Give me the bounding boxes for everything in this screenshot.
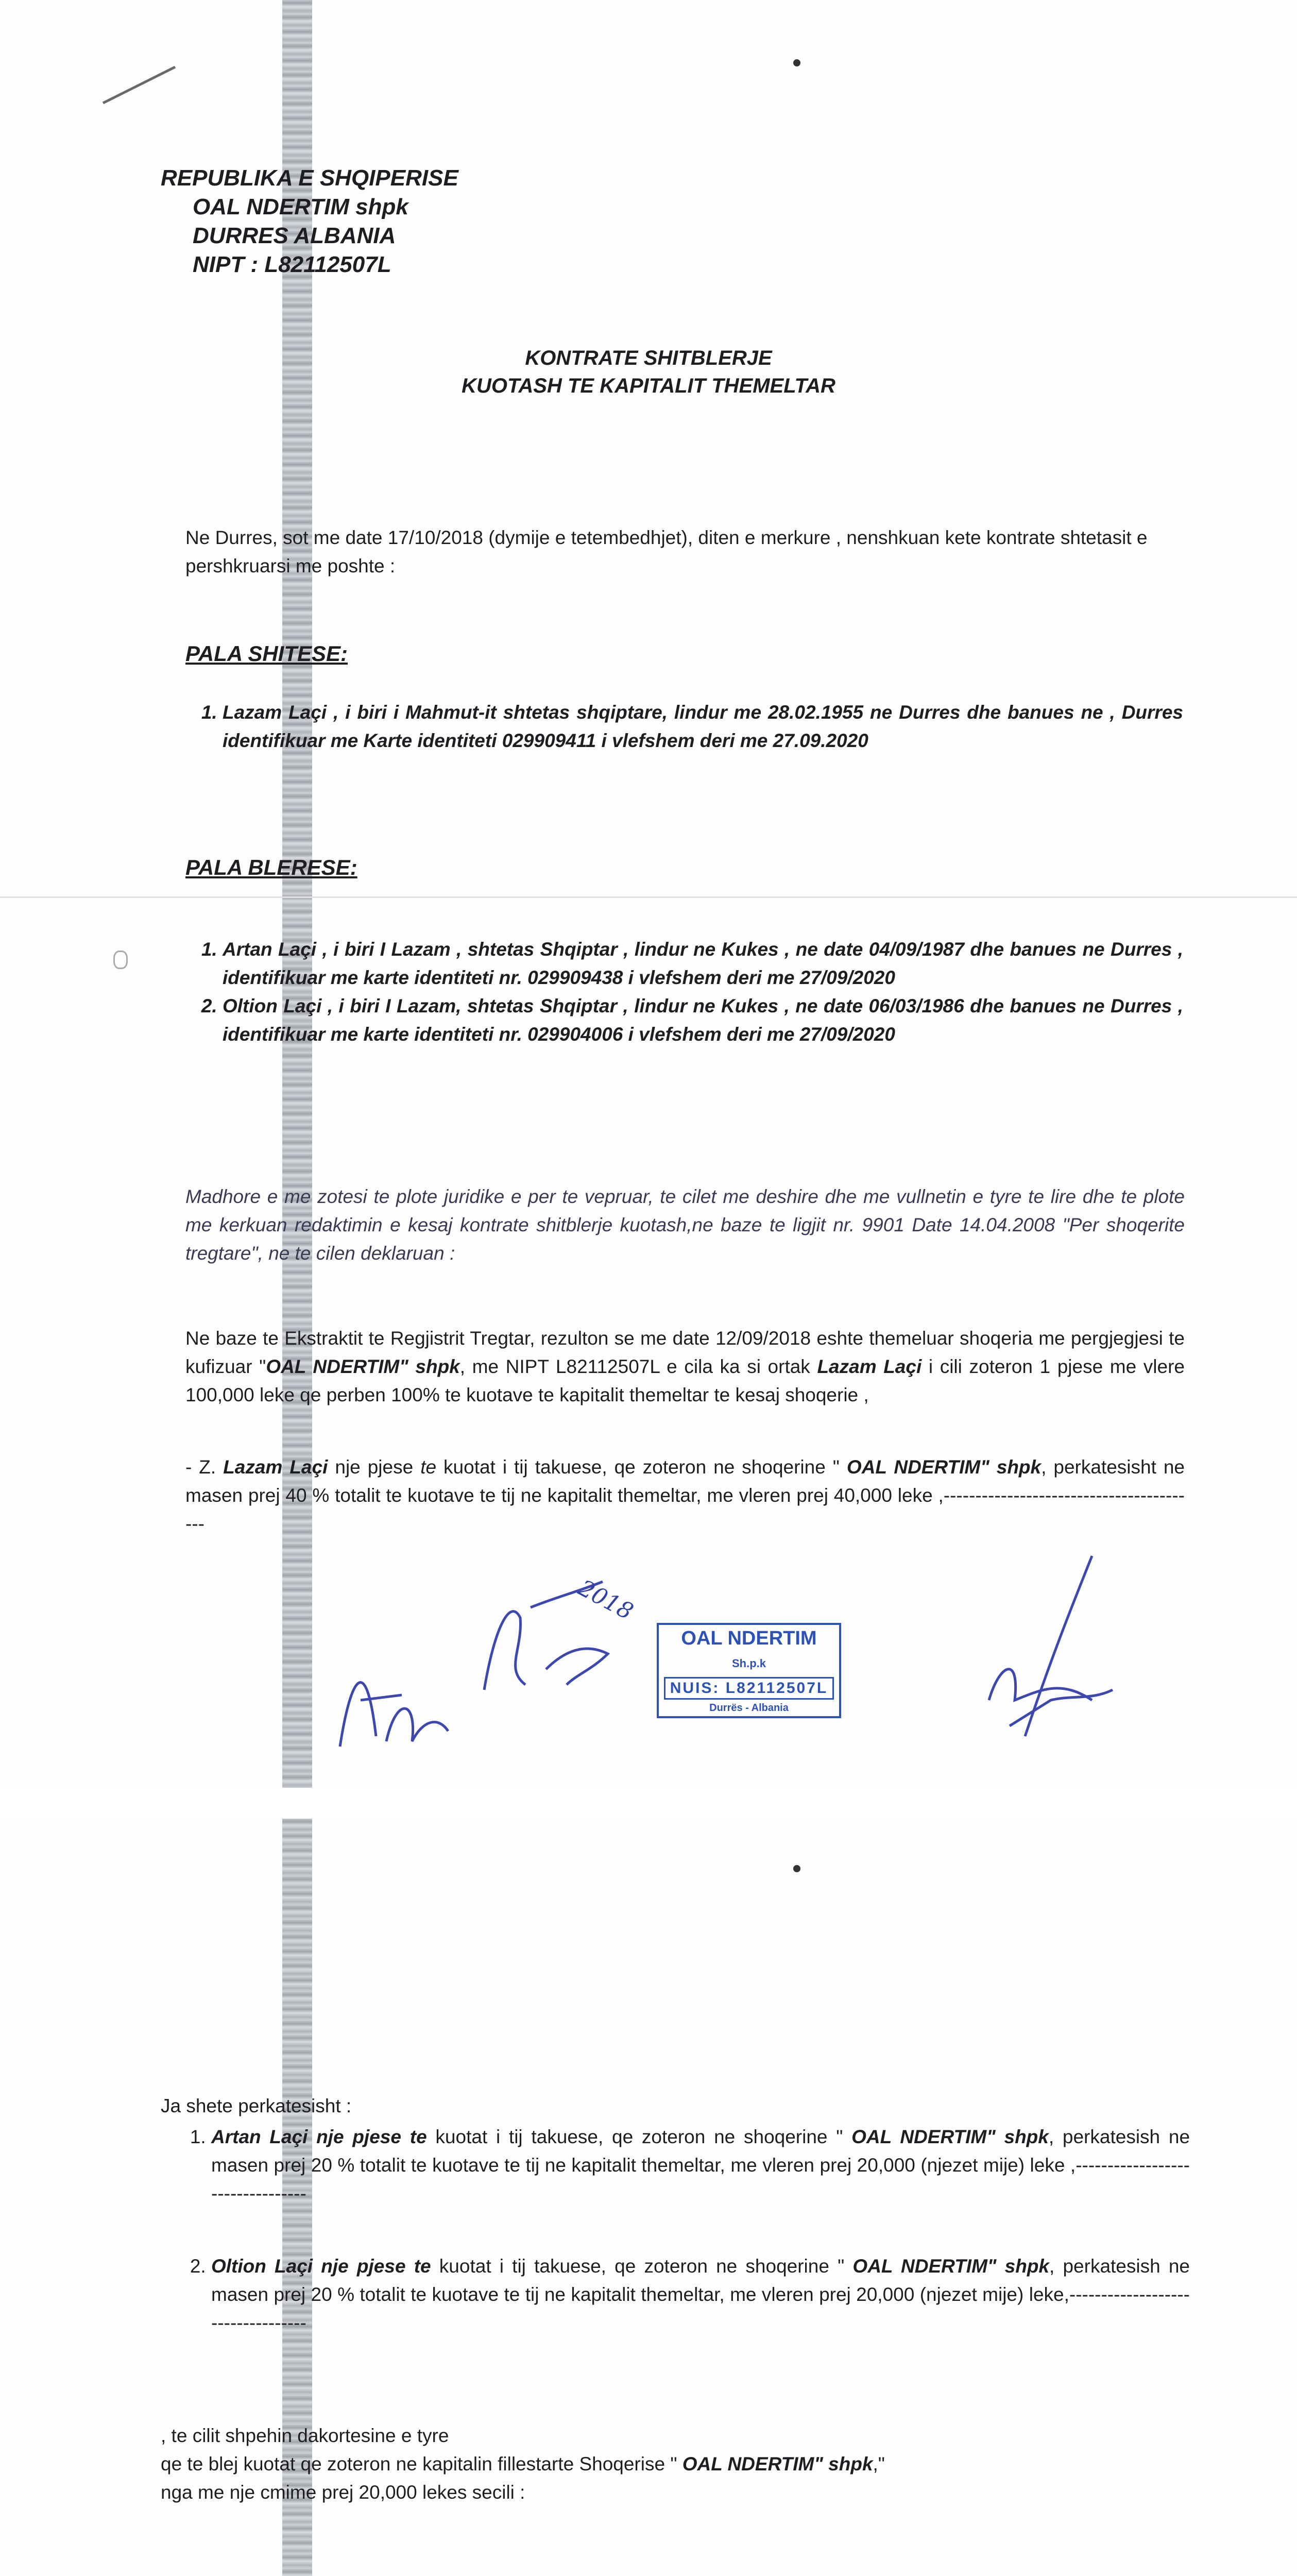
transfer-paragraph: [185, 1453, 1185, 1538]
contract-title: [0, 344, 1297, 400]
transfer-te: te: [420, 1456, 437, 1478]
title-line-2: KUOTASH TE KAPITALIT THEMELTAR: [462, 375, 835, 397]
consent-line-2: [161, 2450, 1186, 2478]
sale-2-company: OAL NDERTIM" shpk: [852, 2256, 1049, 2277]
sale-2-text-2: , perkatesish ne masen prej 20 % totalit te kuotave te tij ne kapitalit themeltar, me vleren prej 20,000 (njezet mije) leke,----------------------------------: [211, 2256, 1190, 2333]
consent-company: OAL NDERTIM" shpk: [682, 2453, 873, 2475]
extract-part-1: Ne baze te Ekstraktit te Regjistrit Tregtar, rezulton se me date 12/09/2018 eshte themeluar shoqeria me pergjegjesi te kufizuar ": [185, 1328, 1185, 1377]
consent-line-1: , te cilit shpehin dakortesine e tyre: [161, 2425, 449, 2446]
pen-mark: [98, 62, 180, 108]
company-stamp: [657, 1623, 841, 1718]
extract-company: OAL NDERTIM" shpk: [266, 1356, 460, 1377]
document-header: [161, 164, 458, 279]
sale-1-company: OAL NDERTIM" shpk: [851, 2126, 1049, 2147]
sells-intro: Ja shete perkatesisht :: [161, 2095, 352, 2116]
intro-text: Ne Durres, sot me date 17/10/2018 (dymije e tetembedhjet), diten e merkure , nenshkuan kete kontrate shtetasit e pershkruarsi me poshte :: [185, 527, 1148, 577]
buyer-list: [192, 935, 1183, 1048]
transfer-tail: , perkatesisht ne masen prej 40 % totalit te kuotave te tij ne kapitalit themeltar, me vleren prej 40,000 leke ,-----------------------------------------: [185, 1456, 1185, 1534]
transfer-mid-1: nje pjese: [328, 1456, 421, 1478]
stamp-city: Durrës - Albania: [709, 1702, 789, 1714]
speck-mark: [113, 951, 128, 969]
capacity-text: Madhore e me zotesi te plote juridike e per te vepruar, te cilet me deshire dhe me vullnetin e tyre te lire dhe te plote me kerkuan redaktimin e kesaj kontrate shitblerje kuotash,ne baze te ligjit nr. 9901 Date 14.04.2008 "Per shoqerite tregtare", ne te cilen deklaruan :: [185, 1186, 1185, 1264]
capacity-paragraph: [185, 1182, 1185, 1267]
sale-1-text-2: , perkatesish ne masen prej 20 % totalit te kuotave te tij ne kapitalit themeltar, me vleren prej 20,000 (njezet mije) leke ,---------------------------------: [211, 2126, 1190, 2204]
sale-1-name: Artan Laçi: [211, 2126, 308, 2147]
transfer-prefix: - Z.: [185, 1456, 224, 1478]
stamp-name: OAL NDERTIM: [681, 1628, 817, 1649]
seller-list: [192, 698, 1183, 755]
speck-mark: [793, 59, 800, 66]
consent-line-2b: ,": [873, 2453, 885, 2475]
consent-line-2a: qe te blej kuotat qe zoteron ne kapitalin fillestarte Shoqerise ": [161, 2453, 682, 2475]
title-line-1: KONTRATE SHITBLERJE: [525, 347, 772, 369]
extract-owner: Lazam Laçi: [817, 1356, 922, 1377]
header-company: OAL NDERTIM shpk: [193, 194, 408, 219]
speck-mark: [793, 1865, 800, 1872]
signature-lazam: [958, 1546, 1128, 1752]
sale-item-2: [211, 2252, 1190, 2337]
consent-paragraph: [161, 2421, 1186, 2506]
fold-crease: [0, 896, 1297, 898]
sale-item-1: [211, 2123, 1190, 2208]
buyer-heading: PALA BLERESE:: [185, 855, 357, 879]
transfer-name: Lazam Laçi: [223, 1456, 328, 1478]
sale-1-text-1: kuotat i tij takuese, qe zoteron ne shoqerine ": [426, 2126, 852, 2147]
seller-item-1: 1. Lazam Laçi , i biri i Mahmut-it shtetas shqiptare, lindur me 28.02.1955 ne Durres dhe banues ne , Durres identifikuar me Karte identiteti 029909411 i vlefshem deri me 27.09.2020: [223, 698, 1183, 755]
sale-2-name: Oltion Laçi: [211, 2256, 313, 2277]
transfer-mid-2: kuotat i tij takuese, qe zoteron ne shoqerine ": [436, 1456, 847, 1478]
consent-line-3: nga me nje cmime prej 20,000 lekes secili :: [161, 2482, 525, 2503]
intro-paragraph: [185, 523, 1185, 580]
extract-part-2: , me NIPT L82112507L e cila ka si ortak: [459, 1356, 817, 1377]
extract-paragraph: [185, 1324, 1185, 1409]
sale-2-text-1: kuotat i tij takuese, qe zoteron ne shoqerine ": [431, 2256, 853, 2277]
header-country: REPUBLIKA E SHQIPERISE: [161, 165, 458, 191]
extract-part-3: i cili zoteron 1 pjese me vlere 100,000 leke qe perben 100% te kuotave te kapitalit themeltar te kesaj shoqerie ,: [185, 1356, 1185, 1405]
signature-date: 2018: [574, 1574, 638, 1625]
seller-heading: PALA SHITESE:: [185, 641, 348, 666]
buyer-item-2: 2. Oltion Laçi , i biri I Lazam, shtetas Shqiptar , lindur ne Kukes , ne date 06/03/1986 dhe banues ne Durres , identifikuar me karte identiteti nr. 029904006 i vlefshem deri me 27/09/2020: [223, 992, 1183, 1048]
buyer-item-1: 1. Artan Laçi , i biri I Lazam , shtetas Shqiptar , lindur ne Kukes , ne date 04/09/1987 dhe banues ne Durres , identifikuar me karte identiteti nr. 029909438 i vlefshem deri me 27/09/2020: [223, 935, 1183, 992]
header-city: DURRES ALBANIA: [193, 223, 396, 248]
sale-1-lead: nje pjese te: [308, 2126, 427, 2147]
sale-list: [180, 2123, 1190, 2337]
header-nipt: NIPT : L82112507L: [193, 252, 391, 277]
stamp-suffix: Sh.p.k: [731, 1657, 766, 1670]
stamp-nuis: NUIS: L82112507L: [664, 1677, 834, 1700]
transfer-company: OAL NDERTIM" shpk: [846, 1456, 1042, 1478]
signature-artan: [330, 1618, 464, 1757]
sale-2-lead: nje pjese te: [313, 2256, 431, 2277]
